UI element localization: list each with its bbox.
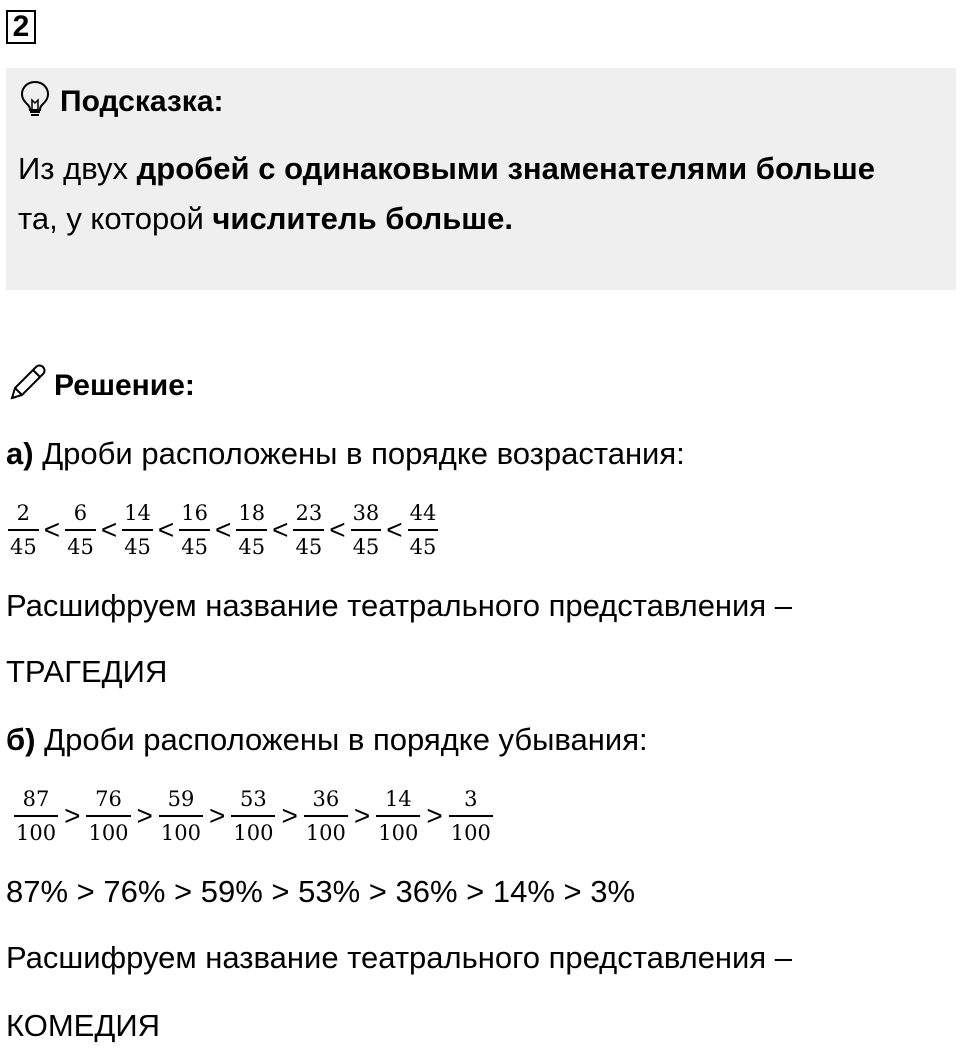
hint-text bbox=[18, 144, 948, 244]
fraction bbox=[84, 786, 132, 846]
comparison-operator: < bbox=[43, 514, 61, 545]
solution-header bbox=[6, 362, 195, 409]
part-a-label: а) bbox=[6, 436, 34, 471]
hint-text-1: Из двух bbox=[18, 151, 137, 186]
part-b-decode-text: Расшифруем название театрального представления – bbox=[6, 940, 793, 975]
fraction bbox=[374, 786, 422, 846]
fraction-denominator: 45 bbox=[124, 535, 151, 559]
fraction-numerator: 38 bbox=[352, 501, 380, 525]
comparison-operator: > bbox=[64, 800, 81, 831]
part-b-label: б) bbox=[6, 722, 36, 757]
comparison-operator: > bbox=[353, 800, 371, 831]
fraction-denominator: 100 bbox=[88, 821, 129, 845]
part-b-intro-text: Дроби расположены в порядке убывания: bbox=[35, 722, 648, 757]
fraction bbox=[406, 500, 441, 560]
fraction bbox=[302, 786, 350, 846]
part-a-intro bbox=[6, 436, 685, 472]
fraction bbox=[229, 786, 277, 846]
part-b-intro bbox=[6, 722, 648, 758]
lightbulb-icon bbox=[20, 80, 50, 123]
fraction-denominator: 45 bbox=[409, 535, 437, 559]
fraction-denominator: 100 bbox=[450, 821, 491, 845]
fraction-numerator: 53 bbox=[240, 787, 267, 811]
fraction-numerator: 87 bbox=[22, 787, 50, 811]
fraction-numerator: 14 bbox=[384, 787, 412, 811]
fraction-numerator: 23 bbox=[295, 501, 323, 525]
hint-header bbox=[20, 80, 224, 123]
fraction bbox=[447, 786, 495, 846]
comparison-operator: > bbox=[426, 800, 443, 831]
fraction-denominator: 45 bbox=[181, 535, 209, 559]
fraction bbox=[234, 500, 269, 560]
fraction-denominator: 100 bbox=[233, 821, 274, 845]
hint-text-bold-2: числитель больше. bbox=[212, 201, 513, 236]
fraction-numerator: 59 bbox=[167, 787, 195, 811]
fraction bbox=[120, 500, 155, 560]
fraction bbox=[291, 500, 326, 560]
fraction-denominator: 100 bbox=[16, 821, 57, 845]
fraction-numerator: 6 bbox=[73, 501, 88, 525]
part-b-fraction-chain bbox=[12, 786, 495, 846]
fraction-numerator: 3 bbox=[464, 787, 478, 811]
comparison-operator: > bbox=[136, 800, 153, 831]
hint-box bbox=[6, 68, 956, 290]
part-a-intro-text: Дроби расположены в порядке возрастания: bbox=[33, 436, 685, 471]
fraction bbox=[157, 786, 205, 846]
comparison-operator: > bbox=[209, 800, 226, 831]
comparison-operator: < bbox=[157, 514, 175, 545]
fraction-denominator: 45 bbox=[295, 535, 323, 559]
pencil-icon bbox=[6, 362, 48, 409]
part-b-answer: КОМЕДИЯ bbox=[6, 1008, 160, 1043]
solution-title: Решение: bbox=[54, 368, 195, 402]
fraction bbox=[6, 500, 41, 560]
fraction-denominator: 45 bbox=[238, 535, 266, 559]
task-number: 2 bbox=[6, 10, 36, 44]
hint-text-bold-1: дробей с одинаковыми знаменателями больше bbox=[136, 151, 875, 186]
hint-title: Подсказка: bbox=[60, 84, 224, 118]
fraction-numerator: 18 bbox=[238, 501, 266, 525]
fraction-numerator: 44 bbox=[409, 501, 437, 525]
comparison-operator: < bbox=[329, 514, 346, 545]
part-a-decode-text: Расшифруем название театрального представления – bbox=[6, 588, 793, 623]
fraction-numerator: 14 bbox=[124, 501, 151, 525]
comparison-operator: < bbox=[386, 514, 403, 545]
part-a-fraction-chain bbox=[6, 500, 440, 560]
fraction bbox=[349, 500, 384, 560]
fraction-denominator: 100 bbox=[305, 821, 346, 845]
fraction bbox=[177, 500, 212, 560]
fraction-denominator: 45 bbox=[352, 535, 380, 559]
fraction bbox=[12, 786, 60, 846]
fraction-numerator: 36 bbox=[312, 787, 340, 811]
comparison-operator: < bbox=[100, 514, 118, 545]
fraction-numerator: 2 bbox=[16, 501, 31, 525]
fraction-denominator: 100 bbox=[378, 821, 419, 845]
fraction-denominator: 100 bbox=[160, 821, 201, 845]
fraction-numerator: 16 bbox=[181, 501, 209, 525]
comparison-operator: > bbox=[281, 800, 298, 831]
hint-text-2: та, у которой bbox=[18, 201, 213, 236]
fraction bbox=[63, 500, 98, 560]
fraction-denominator: 45 bbox=[10, 535, 37, 559]
comparison-operator: < bbox=[272, 514, 289, 545]
comparison-operator: < bbox=[215, 514, 232, 545]
part-a-answer: ТРАГЕДИЯ bbox=[6, 654, 168, 689]
part-b-percent-line: 87% > 76% > 59% > 53% > 36% > 14% > 3% bbox=[6, 874, 636, 909]
fraction-numerator: 76 bbox=[95, 787, 122, 811]
fraction-denominator: 45 bbox=[67, 535, 94, 559]
